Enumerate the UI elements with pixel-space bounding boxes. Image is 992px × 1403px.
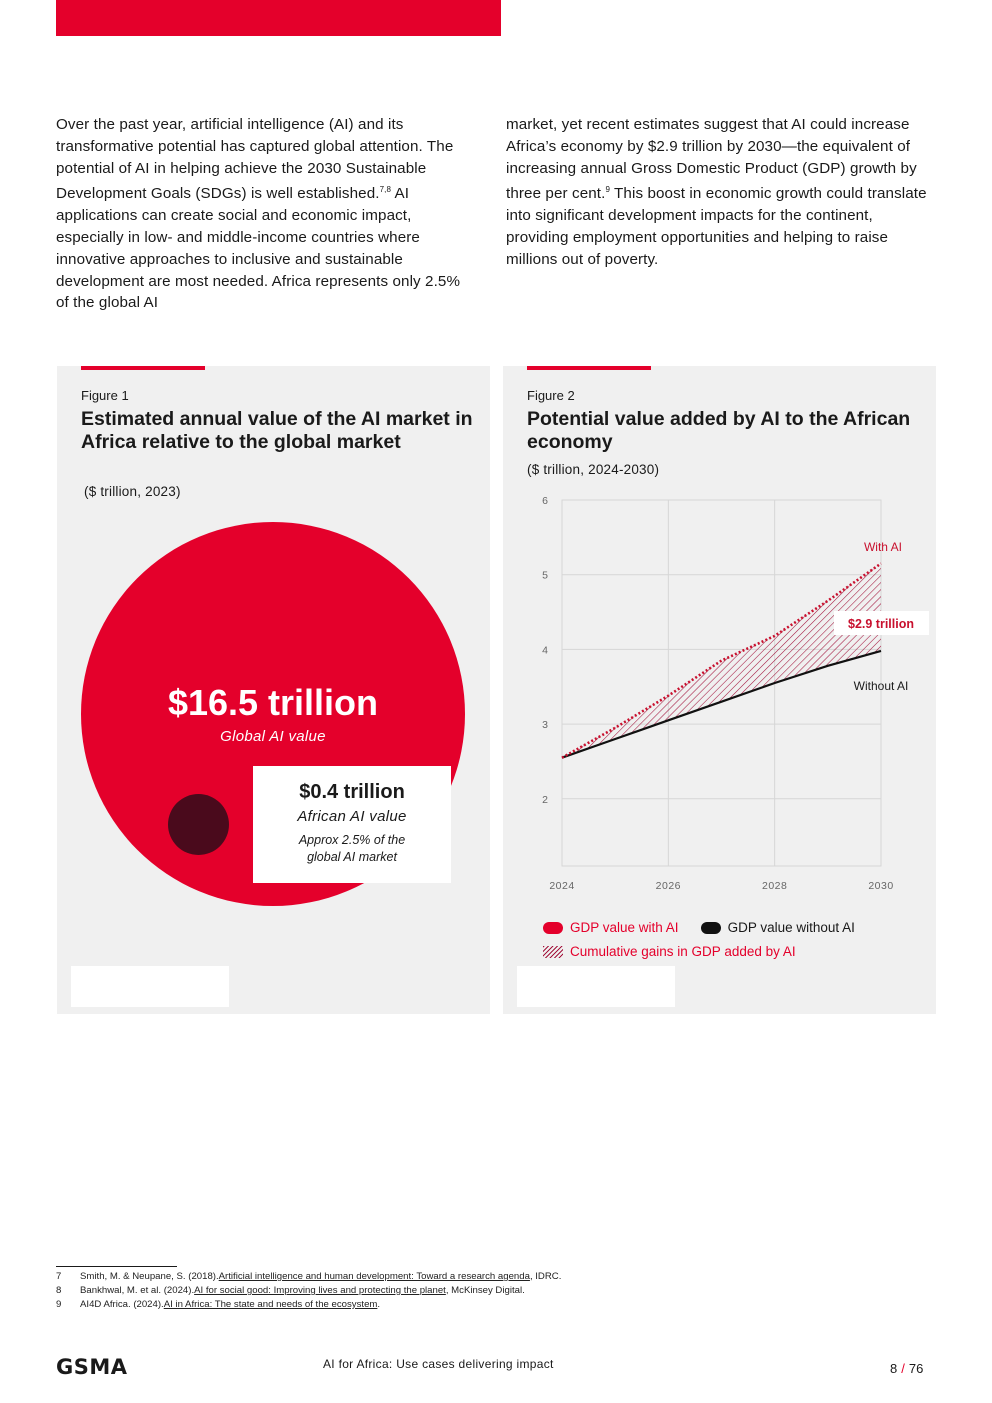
page-number <box>890 1361 923 1376</box>
intro-left-tail: AI applications can create social and economic impact, especially in low- and middle-income countries where innovative approaches to inclusive and sustainable development are most needed. Africa represents only 2.5% of the global AI <box>56 185 461 312</box>
africa-ai-circle <box>168 794 229 855</box>
africa-ai-callout <box>253 766 451 883</box>
footnote-9 <box>56 1298 561 1312</box>
footnote-7 <box>56 1270 561 1284</box>
intro-text-left <box>56 114 476 314</box>
africa-ai-value: $0.4 trillion <box>299 781 405 803</box>
footnotes <box>56 1270 561 1312</box>
footnote-text: , McKinsey Digital. <box>445 1285 525 1296</box>
footnote-ref-7-8[interactable]: 7,8 <box>379 185 391 195</box>
footnote-text: AI4D Africa. (2024). <box>80 1299 164 1310</box>
intro-right-tail: This boost in economic growth could translate into significant development impacts for the continent, providing employment opportunities and helping to raise millions out of poverty. <box>506 185 927 268</box>
y-tick-label: 2 <box>542 793 548 806</box>
legend-swatch-with-ai <box>543 922 563 934</box>
figure-2-panel <box>503 366 936 1014</box>
intro-right-text: market, yet recent estimates suggest that AI could increase Africa’s economy by $2.9 trillion by 2030—the equivalent of increasing annual Gross Domestic Product (GDP) growth by three per cent. <box>506 116 917 203</box>
footnote-link[interactable]: AI for social good: Improving lives and protecting the planet <box>194 1285 446 1296</box>
footnote-text: Bankhwal, M. et al. (2024). <box>80 1285 195 1296</box>
figure-1-source-box <box>71 966 229 1007</box>
legend-swatch-gains <box>543 946 563 958</box>
legend-row-1 <box>543 920 855 935</box>
footnote-number: 8 <box>56 1285 62 1296</box>
total-pages: 76 <box>908 1361 924 1376</box>
global-ai-value: $16.5 trillion <box>167 682 379 723</box>
y-tick-label: 4 <box>542 644 548 657</box>
current-page: 8 <box>890 1361 898 1376</box>
figure-1-accent <box>81 366 205 370</box>
legend-with-ai: GDP value with AI <box>570 920 679 935</box>
annotation-gain: $2.9 trillion <box>848 617 914 631</box>
footnote-link[interactable]: AI in Africa: The state and needs of the ecosystem <box>163 1299 378 1310</box>
y-axis-ticks <box>542 495 548 806</box>
footnote-8 <box>56 1284 561 1298</box>
figure-1-panel <box>57 366 490 1014</box>
footnote-text: . <box>377 1299 381 1310</box>
footnote-divider <box>56 1266 177 1267</box>
footer-title: AI for Africa: Use cases delivering impact <box>323 1357 554 1371</box>
annotation-with-ai: With AI <box>863 540 903 554</box>
footnote-text: , IDRC. <box>529 1271 562 1282</box>
x-tick-label: 2026 <box>655 880 682 892</box>
figure-2-label: Figure 2 <box>527 388 575 403</box>
figure-1-label: Figure 1 <box>81 388 129 403</box>
intro-text-right <box>506 114 934 271</box>
x-tick-label: 2030 <box>868 880 894 892</box>
figure-2-subtitle: ($ trillion, 2024-2030) <box>527 462 660 477</box>
legend-row-2 <box>543 944 796 959</box>
footnote-number: 7 <box>56 1271 62 1282</box>
figure-1-title: Estimated annual value of the AI market in Africa relative to the global market <box>81 408 473 453</box>
legend-without-ai: GDP value without AI <box>727 920 855 935</box>
annotation-without-ai: Without AI <box>853 679 909 693</box>
legend-gains: Cumulative gains in GDP added by AI <box>570 944 796 959</box>
gdp-line-chart <box>503 366 936 926</box>
gsma-logo: GSMA <box>56 1355 128 1379</box>
cumulative-gains-area <box>562 564 881 758</box>
legend-swatch-without-ai <box>701 922 721 934</box>
x-tick-label: 2028 <box>761 880 788 892</box>
page-separator: / <box>901 1361 905 1376</box>
header-accent-bar <box>56 0 501 36</box>
x-tick-label: 2024 <box>549 880 575 892</box>
y-tick-label: 5 <box>542 569 548 582</box>
figure-1-subtitle: ($ trillion, 2023) <box>84 484 181 499</box>
figure-2-source-box <box>517 966 675 1007</box>
figure-2-title: Potential value added by AI to the African economy <box>527 408 911 453</box>
y-tick-label: 3 <box>542 719 548 732</box>
africa-ai-caption: African AI value <box>297 808 407 825</box>
intro-left-text: Over the past year, artificial intelligence (AI) and its transformative potential has captured global attention. The potential of AI in helping achieve the 2030 Sustainable Development Goals (SDGs) is well established. <box>56 116 454 203</box>
footnote-number: 9 <box>56 1299 62 1310</box>
x-axis-ticks <box>549 880 893 892</box>
africa-ai-note: Approx 2.5% of the global AI market <box>298 833 406 864</box>
footnote-text: Smith, M. & Neupane, S. (2018). <box>80 1271 219 1282</box>
footnote-link[interactable]: Artificial intelligence and human development: Toward a research agenda <box>218 1271 530 1282</box>
y-tick-label: 6 <box>542 495 548 507</box>
footnote-ref-9[interactable]: 9 <box>605 185 610 195</box>
global-ai-caption: Global AI value <box>220 728 326 745</box>
